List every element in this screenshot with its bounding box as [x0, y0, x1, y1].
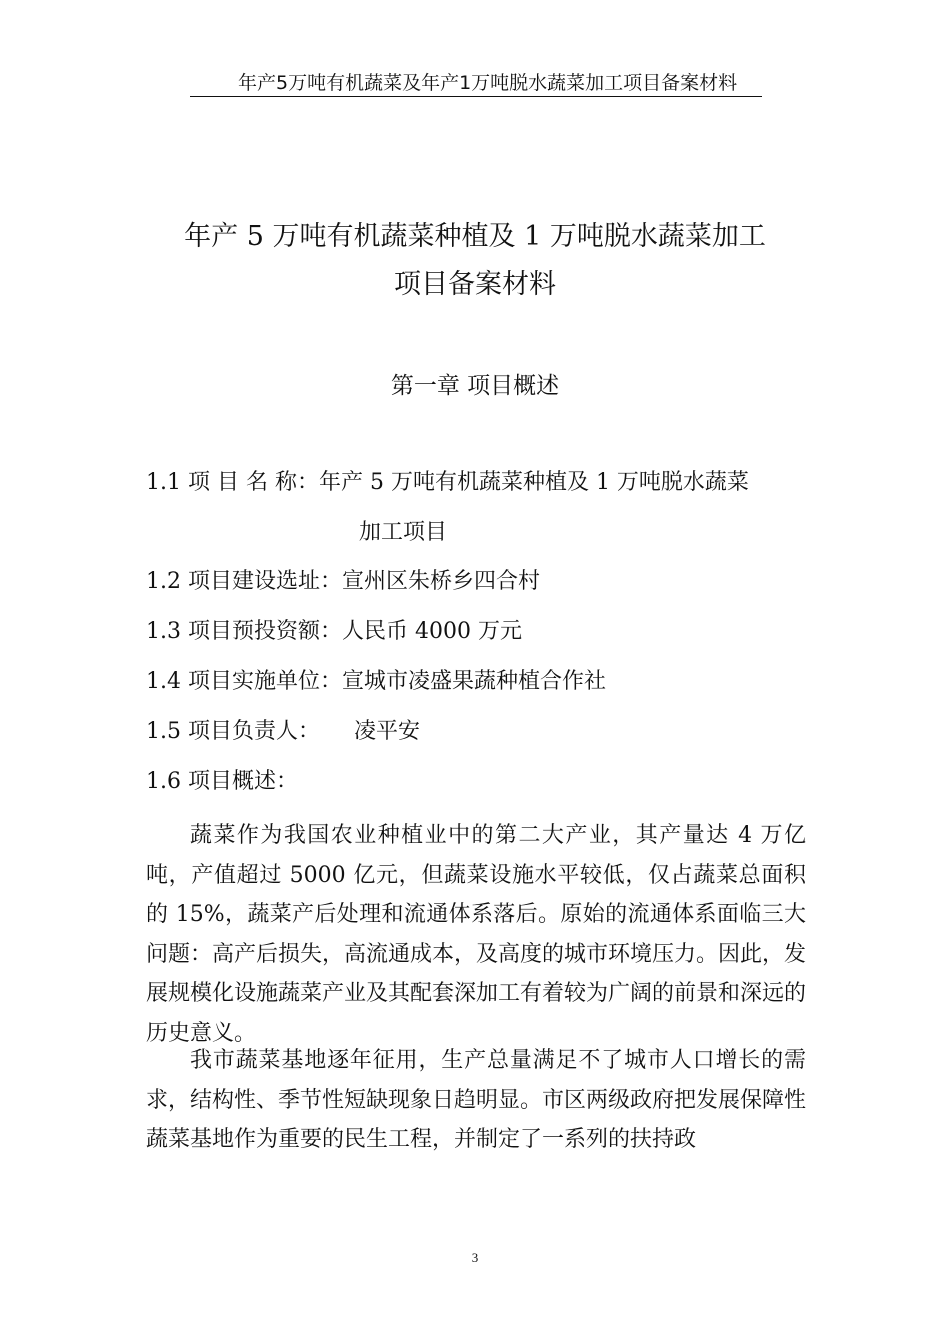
item-project-overview: 1.6 项目概述： [146, 769, 298, 794]
document-title-line1: 年产 5 万吨有机蔬菜种植及 1 万吨脱水蔬菜加工 [184, 221, 766, 252]
item-implementing-unit: 1.4 项目实施单位：宣城市凌盛果蔬种植合作社 [146, 669, 606, 694]
item-project-name-continued: 加工项目 [359, 520, 448, 545]
document-title-line2: 项目备案材料 [394, 269, 556, 300]
chapter-heading: 第一章 项目概述 [390, 373, 560, 399]
item-project-investment: 1.3 项目预投资额：人民币 4000 万元 [146, 619, 522, 644]
item-project-location: 1.2 项目建设选址：宣州区朱桥乡四合村 [146, 569, 540, 594]
page-number: 3 [471, 1250, 479, 1265]
overview-paragraph-1: 蔬菜作为我国农业种植业中的第二大产业，其产量达 4 万亿吨，产值超过 5000 亿元，但蔬菜设施水平较低，仅占蔬菜总面积的 15%，蔬菜产后处理和流通体系落后。原始的流通体系面临三大问题：高产后损失，高流通成本，及高度的城市环境压力。因此，发展规模化设施蔬菜产业及其配套深加工有着较为广阔的前景和深远的历史意义。 [146, 823, 807, 1046]
page-header [190, 64, 762, 97]
header-title: 年产5万吨有机蔬菜及年产1万吨脱水蔬菜加工项目备案材料 [238, 72, 738, 94]
item-project-name: 1.1 项 目 名 称：年产 5 万吨有机蔬菜种植及 1 万吨脱水蔬菜 [146, 470, 749, 495]
item-project-leader-label: 1.5 项目负责人： [146, 719, 320, 744]
overview-paragraph-2: 我市蔬菜基地逐年征用，生产总量满足不了城市人口增长的需求，结构性、季节性短缺现象日趋明显。市区两级政府把发展保障性蔬菜基地作为重要的民生工程，并制定了一系列的扶持政 [146, 1048, 807, 1152]
item-project-leader-value: 凌平安 [354, 719, 421, 744]
